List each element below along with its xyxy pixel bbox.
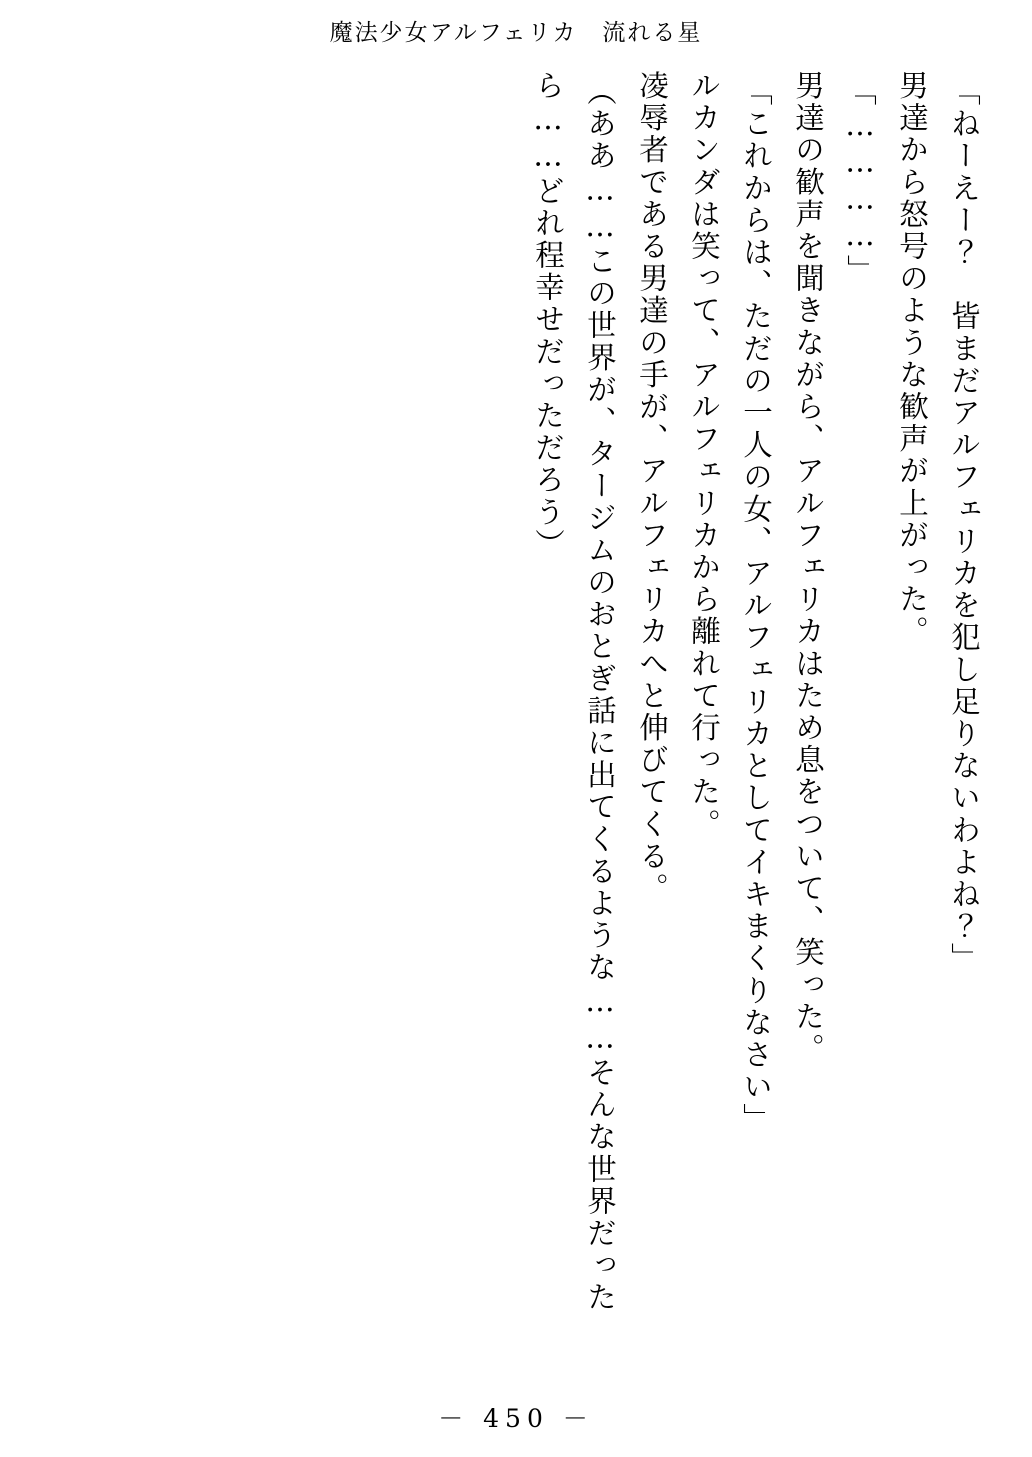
vertical-text-body xyxy=(54,62,981,1362)
text-line: 凌辱者である男達の手が、アルフェリカへと伸びてくる。 xyxy=(635,70,669,905)
text-line: 男達から怒号のような歓声が上がった。 xyxy=(895,70,929,648)
page-number: － 450 － xyxy=(438,1404,594,1433)
text-line: （ああ……この世界が、タージムのおとぎ話に出てくるような……そんな世界だった xyxy=(583,76,617,1314)
text-line: 男達の歓声を聞きながら、アルフェリカはため息をついて、笑った。 xyxy=(791,70,825,1066)
text-line: 「これからは、ただの一人の女、アルフェリカとしてイキまくりなさい」 xyxy=(739,76,773,1136)
text-line: ルカンダは笑って、アルフェリカから離れて行った。 xyxy=(687,70,721,841)
running-header: 魔法少女アルフェリカ 流れる星 xyxy=(329,20,703,46)
text-line: ら……どれ程幸せだっただろう） xyxy=(531,70,565,561)
text-line: 「…………」 xyxy=(843,76,877,287)
text-line: 「ねーえー？ 皆まだアルフェリカを犯し足りないわよね？」 xyxy=(947,76,981,975)
